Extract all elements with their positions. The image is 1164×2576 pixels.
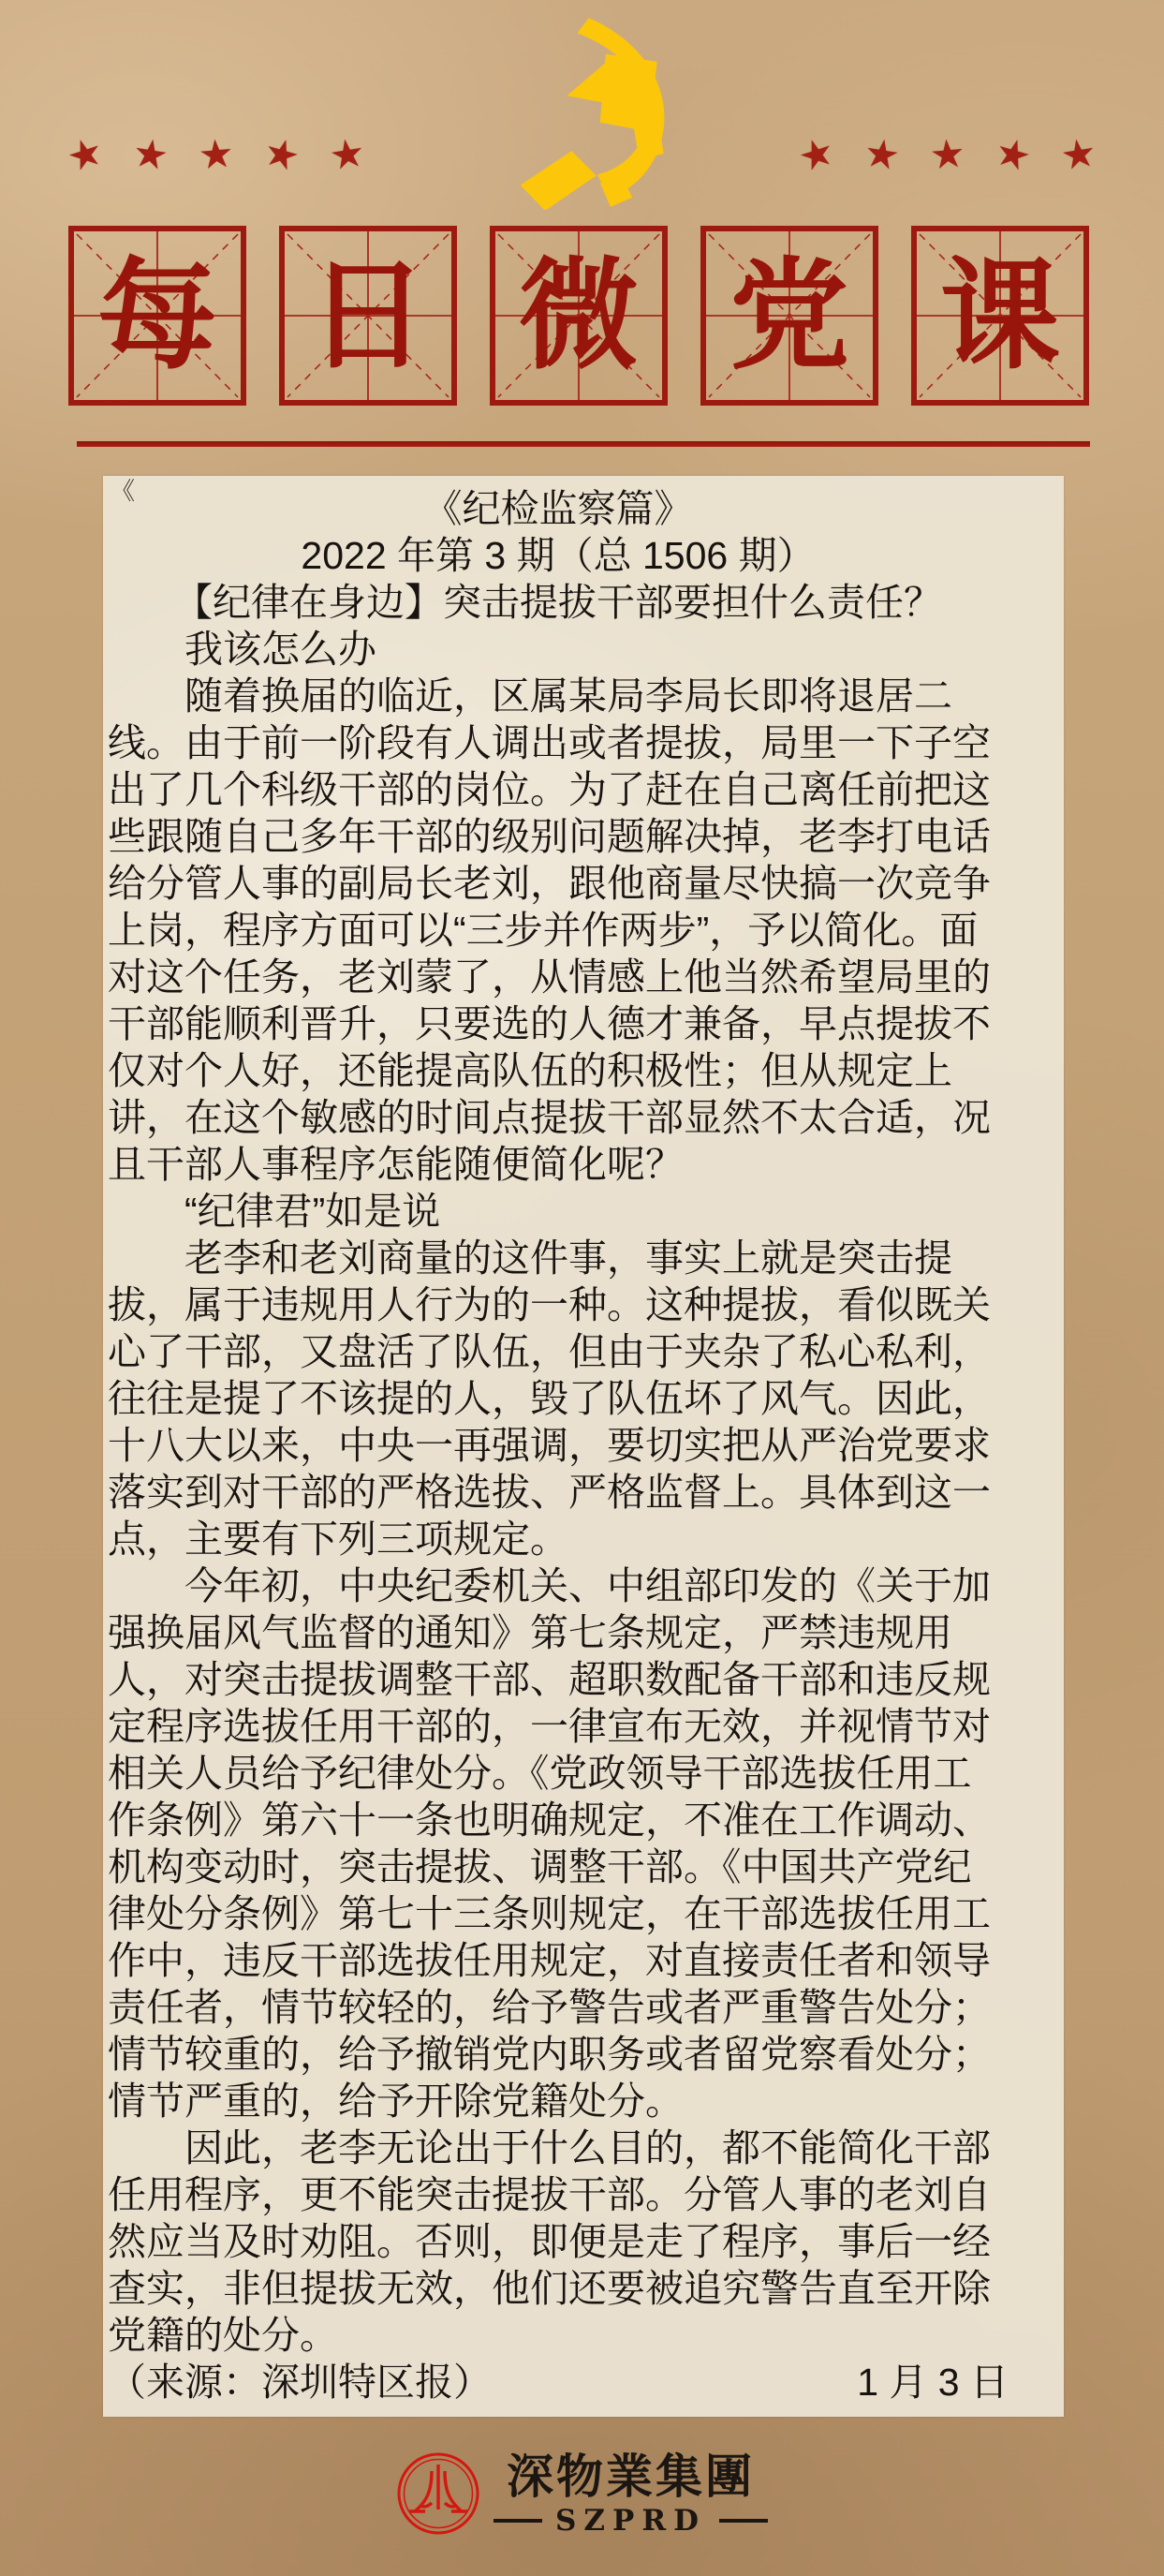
- series-title: 《纪检监察篇》: [423, 487, 693, 530]
- footer-logo-text: [494, 2450, 768, 2537]
- star-icon: ★: [258, 127, 305, 181]
- article-paragraph: 随着换届的临近，区属某局李局长即将退居二线。由于前一阶段有人调出或者提拔，局里一下子空出了几个科级干部的岗位。为了赶在自己离任前把这些跟随自己多年干部的级别问题解决掉，老李打电话给分管人事的副局长老刘，跟他商量尽快搞一次竞争上岗，程序方面可以“三步并作两步”，予以简化。面对这个任务，老刘蒙了，从情感上他当然希望局里的干部能顺利晋升，只要选的人德才兼备，早点提拔不仅对个人好，还能提高队伍的积极性；但从规定上讲，在这个敏感的时间点提拔干部显然不太合适，况且干部人事程序怎能随便简化呢？: [108, 674, 991, 1186]
- star-row-right: [792, 127, 1100, 181]
- article-paragraph: 老李和老刘商量的这件事，事实上就是突击提拔，属于违规用人行为的一种。这种提拔，看似既关心了干部，又盘活了队伍，但由于夹杂了私心私利，往往是提了不该提的人，毁了队伍坏了风气。因此，十八大以来，中央一再强调，要切实把从严治党要求落实到对干部的严格选拔、严格监督上。具体到这一点，主要有下列三项规定。: [108, 1236, 991, 1561]
- footer-logo: [0, 2450, 1164, 2537]
- date-label: 1 月 3 日: [857, 2361, 1009, 2404]
- masthead-char-box: [700, 226, 878, 406]
- article-text: [108, 485, 1009, 2406]
- masthead-char: 党: [729, 245, 849, 386]
- star-icon: ★: [792, 127, 840, 181]
- star-icon: ★: [197, 130, 236, 178]
- article-panel: [103, 476, 1064, 2417]
- masthead-char: 每: [96, 245, 217, 386]
- article-paragraph: 我该怎么办: [184, 628, 376, 671]
- issue-line: 2022 年第 3 期（总 1506 期）: [301, 534, 816, 577]
- dash-rule: [719, 2519, 768, 2523]
- headline: 【纪律在身边】突击提拔干部要担什么责任？: [174, 581, 942, 624]
- masthead-char: 课: [939, 245, 1060, 386]
- star-icon: ★: [861, 129, 904, 179]
- company-abbr: SZPRD: [555, 2504, 706, 2538]
- star-icon: ★: [61, 127, 109, 181]
- article-paragraph: 今年初，中央纪委机关、中组部印发的《关于加强换届风气监督的通知》第七条规定，严禁违规用人，对突击提拔调整干部、超职数配备干部和违反规定程序选拔任用干部的，一律宣布无效，并视情节对相关人员给予纪律处分。《党政领导干部选拔任用工作条例》第六十一条也明确规定，不准在工作调动、机构变动时，突击提拔、调整干部。《中国共产党纪律处分条例》第七十三条则规定，在干部选拔任用工作中，违反干部选拔任用规定，对直接责任者和领导责任者，情节较轻的，给予警告或者严重警告处分；情节较重的，给予撤销党内职务或者留党察看处分；情节严重的，给予开除党籍处分。: [108, 1564, 991, 2123]
- star-icon: ★: [990, 127, 1037, 181]
- article-paragraphs: [108, 626, 1009, 2359]
- star-icon: ★: [129, 129, 172, 179]
- masthead-char: 日: [307, 245, 428, 386]
- star-icon: ★: [1057, 129, 1100, 179]
- masthead-char: 微: [518, 245, 639, 386]
- star-icon: ★: [928, 130, 967, 178]
- star-row-left: [61, 127, 369, 181]
- masthead-char-box: [279, 226, 457, 406]
- masthead-char-box: [490, 226, 668, 406]
- article-paragraph: 因此，老李无论出于什么目的，都不能简化干部任用程序，更不能突击提拔干部。分管人事的老刘自然应当及时劝阻。否则，即便是走了程序，事后一经查实，非但提拔无效，他们还要被追究警告直至开除党籍的处分。: [108, 2126, 991, 2357]
- party-emblem-icon: [479, 15, 683, 202]
- source-label: （来源：深圳特区报）: [108, 2361, 492, 2404]
- source-row: [108, 2359, 1009, 2406]
- star-icon: ★: [326, 129, 369, 179]
- masthead-char-box: [68, 226, 246, 406]
- divider-line: [77, 441, 1090, 447]
- article-paragraph: “纪律君”如是说: [184, 1190, 441, 1233]
- masthead-char-box: [911, 226, 1089, 406]
- masthead-title: [68, 226, 1089, 406]
- corner-mark: 《: [111, 477, 136, 505]
- company-abbr-row: [494, 2505, 768, 2537]
- company-name: 深物業集團: [506, 2449, 755, 2504]
- szprd-ring-monogram-icon: [396, 2451, 480, 2536]
- dash-rule: [494, 2519, 542, 2523]
